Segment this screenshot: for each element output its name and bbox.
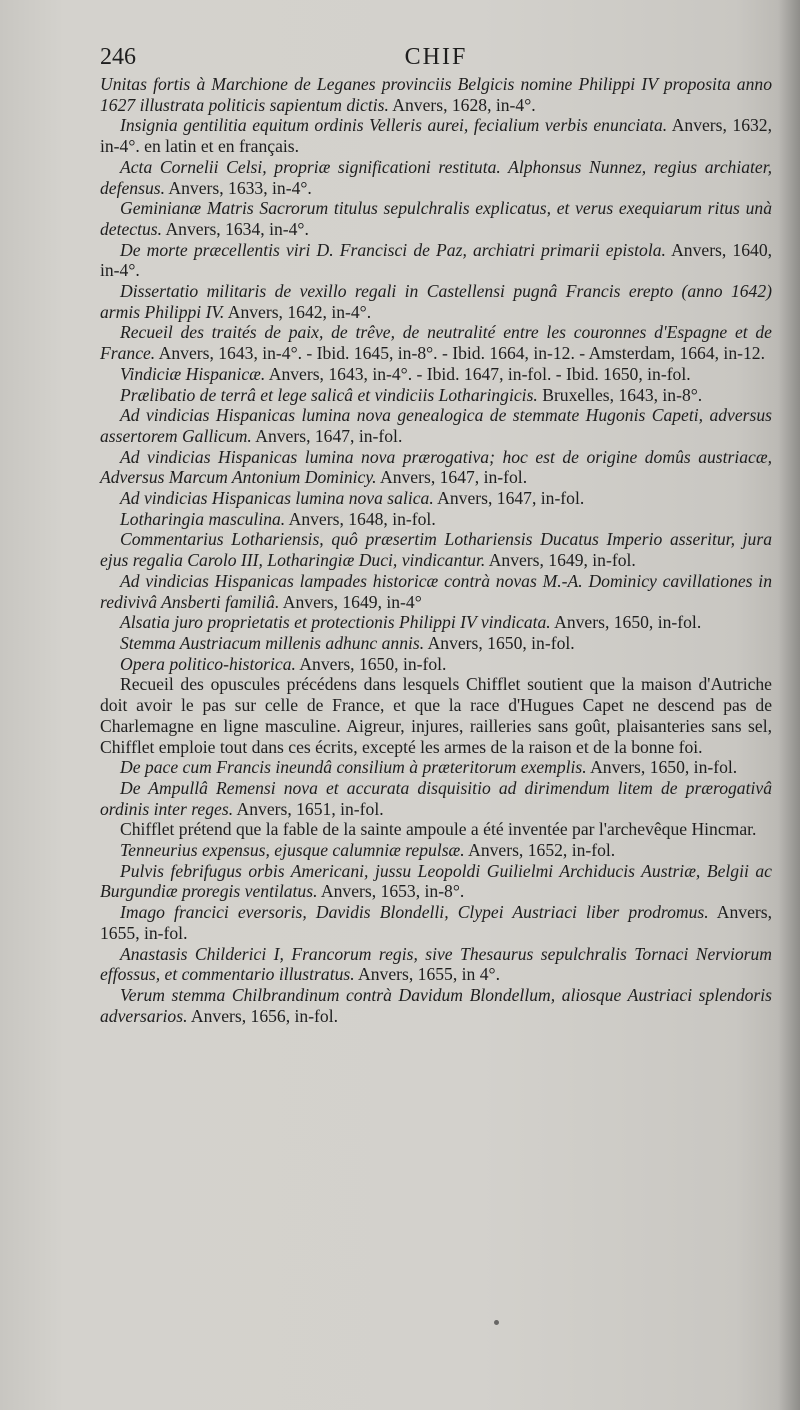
running-head: CHIF <box>404 44 468 70</box>
entry-title: Anastasis Childerici I, Francorum regis, sive Thesaurus sepulchralis Tornaci Nerviorum effossus, et commentario illustratus. <box>100 943 772 985</box>
entry-publication: Anvers, 1650, in-fol. <box>586 757 738 778</box>
entry-publication: Anvers, 1647, in-fol. <box>376 467 528 488</box>
entry-title: De morte præcellentis viri D. Francisci de Paz, archiatri primarii epistola. <box>120 239 666 260</box>
entry-publication: Anvers, 1647, in-fol. <box>433 488 585 509</box>
bibliography-entry <box>100 757 772 778</box>
entry-title: Stemma Austriacum millenis adhunc annis. <box>120 632 425 653</box>
entry-publication: Anvers, 1649, in-4° <box>279 591 422 612</box>
bibliography-entry <box>100 322 772 363</box>
bibliography-entry <box>100 281 772 322</box>
entry-publication: Anvers, 1647, in-fol. <box>251 425 403 446</box>
bibliography-entry <box>100 571 772 612</box>
entry-title: Ad vindicias Hispanicas lampades historicæ contrà novas M.-A. Dominicy cavillationes in redivivâ Ansberti familiâ. <box>100 570 772 612</box>
bibliography-entry <box>100 944 772 985</box>
entry-title: Dissertatio militaris de vexillo regali in Castellensi pugnâ Francis erepto (anno 1642) armis Philippi IV. <box>100 281 772 322</box>
bibliography-entry <box>100 385 772 406</box>
commentary-note <box>100 674 772 757</box>
bibliography-entry <box>100 198 772 239</box>
ink-speck <box>494 1320 499 1325</box>
entry-publication: Anvers, 1656, in-fol. <box>187 1005 338 1026</box>
entry-title: Ad vindicias Hispanicas lumina nova salica. <box>120 488 434 509</box>
entry-title: Imago francici eversoris, Davidis Blondelli, Clypei Austriaci liber prodromus. <box>120 902 709 923</box>
bibliography-entry <box>100 840 772 861</box>
entry-title: Ad vindicias Hispanicas lumina nova prærogativa; hoc est de origine domûs austriacæ, Adversus Marcum Antonium Dominicy. <box>100 446 772 488</box>
entry-title: Alsatia juro proprietatis et protectionis Philippi IV vindicata. <box>120 612 551 633</box>
entry-title: Unitas fortis à Marchione de Leganes provinciis Belgicis nomine Philippi IV proposita anno 1627 illustrata politicis sapientum dictis. <box>100 74 772 115</box>
entry-publication: Anvers, 1655, in 4°. <box>354 964 500 985</box>
page-header <box>100 38 772 78</box>
entry-publication: Anvers, 1652, in-fol. <box>464 840 616 861</box>
bibliography-entry <box>100 115 772 156</box>
entry-title: Tenneurius expensus, ejusque calumniæ repulsæ. <box>120 840 465 861</box>
entry-title: Insignia gentilitia equitum ordinis Velleris aurei, fecialium verbis enunciata. <box>120 115 668 136</box>
entry-title: De pace cum Francis ineundâ consilium à præteritorum exemplis. <box>120 757 587 778</box>
bibliography-entry <box>100 654 772 675</box>
entry-publication: Anvers, 1632, in-4°. en latin et en français. <box>100 115 773 157</box>
entry-publication: Anvers, 1648, in-fol. <box>285 508 436 529</box>
bibliography-entry <box>100 364 772 385</box>
entry-title: Recueil des traités de paix, de trêve, de neutralité entre les couronnes d'Espagne et de France. <box>100 322 772 364</box>
bibliography-entry <box>100 861 772 902</box>
entry-title: Verum stemma Chilbrandinum contrà Davidum Blondellum, aliosque Austriaci splendoris adversarios. <box>100 984 772 1026</box>
entry-title: Pulvis febrifugus orbis Americani, jussu Leopoldi Guilielmi Archiducis Austriæ, Belgii ac Burgundiæ proregis ventilatus. <box>100 860 772 902</box>
page-edge-shadow <box>778 0 800 1410</box>
entry-title: Ad vindicias Hispanicas lumina nova genealogica de stemmate Hugonis Capeti, adversus assertorem Gallicum. <box>100 405 772 446</box>
entry-publication: Anvers, 1628, in-4°. <box>388 94 536 115</box>
bibliography-entry <box>100 985 772 1026</box>
bibliography-entry <box>100 778 772 819</box>
entry-title: Lotharingia masculina. <box>120 508 286 529</box>
commentary-note <box>100 819 772 840</box>
bibliography-entry <box>100 509 772 530</box>
bibliography-entry <box>100 902 772 943</box>
entry-title: Vindiciæ Hispanicæ. <box>120 363 266 384</box>
entry-publication: Anvers, 1642, in-4°. <box>224 301 372 322</box>
entry-publication: Anvers, 1653, in-8°. <box>317 881 465 902</box>
entry-title: De Ampullâ Remensi nova et accurata disquisitio ad dirimendum litem de prærogativâ ordinis inter reges. <box>100 777 772 819</box>
bibliography-entry <box>100 405 772 446</box>
entry-publication: Anvers, 1650, in-fol. <box>295 653 447 674</box>
entry-publication: Anvers, 1655, in-fol. <box>100 902 772 943</box>
entry-title: Opera politico-historica. <box>120 653 296 674</box>
entry-title: Acta Cornelii Celsi, propriæ significationi restituta. Alphonsus Nunnez, regius archiater, defensus. <box>100 156 772 198</box>
bibliography-entry <box>100 488 772 509</box>
note-text: Recueil des opuscules précédens dans lesquels Chifflet soutient que la maison d'Autriche doit avoir le pas sur celle de France, et que la race d'Hugues Capet ne descend pas de Charlemagne en ligne masculine. Aigreur, injures, railleries sans goût, plaisanteries sans sel, Chifflet emploie tout dans ces écrits, excepté les armes de la raison et de la bonne foi. <box>100 674 772 757</box>
bibliography-entry <box>100 633 772 654</box>
entry-title: Geminianæ Matris Sacrorum titulus sepulchralis explicatus, et verus exequiarum ritus unà detectus. <box>100 198 772 239</box>
entry-publication: Anvers, 1650, in-fol. <box>424 632 575 653</box>
bibliography-entry <box>100 529 772 570</box>
entry-title: Commentarius Lothariensis, quô præsertim Lothariensis Ducatus Imperio asseritur, jura ejus regalia Carolo III, Lotharingiæ Duci, vindicantur. <box>100 529 772 571</box>
entry-publication: Anvers, 1643, in-4°. - Ibid. 1647, in-fol. - Ibid. 1650, in-fol. <box>265 363 691 384</box>
entry-publication: Anvers, 1633, in-4°. <box>165 177 312 198</box>
entry-publication: Anvers, 1634, in-4°. <box>162 218 309 239</box>
bibliography-list <box>100 74 772 1026</box>
bibliography-entry <box>100 157 772 198</box>
entry-publication: Bruxelles, 1643, in-8°. <box>537 384 703 405</box>
entry-publication: Anvers, 1640, in-4°. <box>100 239 773 281</box>
entry-publication: Anvers, 1650, in-fol. <box>550 612 702 633</box>
bibliography-entry <box>100 612 772 633</box>
entry-publication: Anvers, 1651, in-fol. <box>233 798 384 819</box>
bibliography-entry <box>100 240 772 281</box>
entry-publication: Anvers, 1649, in-fol. <box>485 550 636 571</box>
bibliography-entry <box>100 74 772 115</box>
note-text: Chifflet prétend que la fable de la sainte ampoule a été inventée par l'archevêque Hincmar. <box>120 819 757 840</box>
entry-title: Prælibatio de terrâ et lege salicâ et vindiciis Lotharingicis. <box>120 384 538 405</box>
entry-publication: Anvers, 1643, in-4°. - Ibid. 1645, in-8°. - Ibid. 1664, in-12. - Amsterdam, 1664, in-12. <box>155 343 765 364</box>
page-number: 246 <box>100 44 136 70</box>
bibliography-entry <box>100 447 772 488</box>
